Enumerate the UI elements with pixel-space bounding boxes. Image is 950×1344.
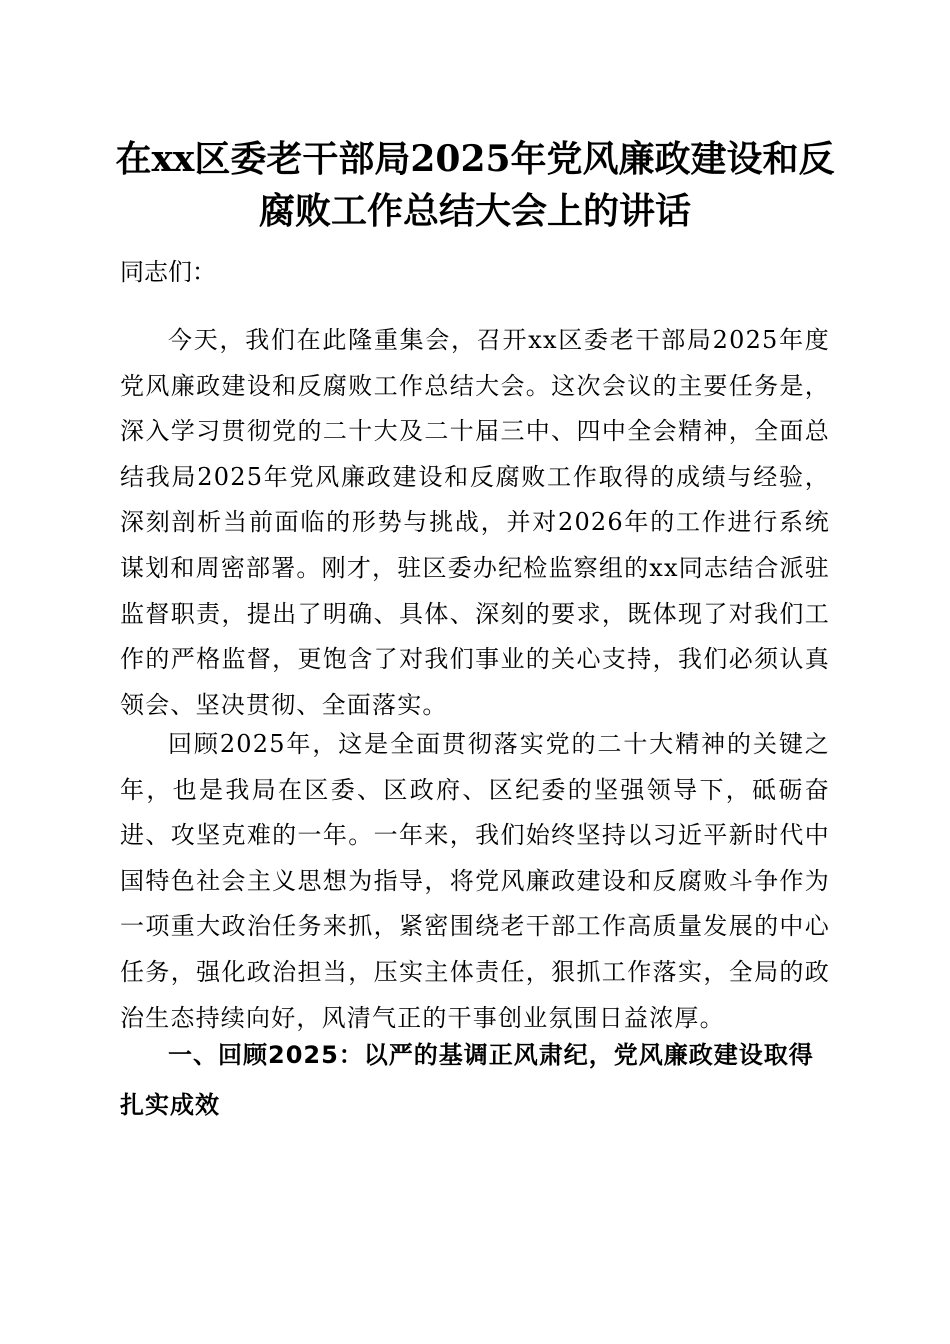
title-line-2: 腐败工作总结大会上的讲话 bbox=[258, 190, 691, 232]
paragraph: 今天，我们在此隆重集会，召开xx区委老干部局2025年度党风廉政建设和反腐败工作总结大会。这次会议的主要任务是，深入学习贯彻党的二十大及二十届三中、四中全会精神，全面总结我局2025年党风廉政建设和反腐败工作取得的成绩与经验，深刻剖析当前面临的形势与挑战，并对2026年的工作进行系统谋划和周密部署。刚才，驻区委办纪检监察组的xx同志结合派驻监督职责，提出了明确、具体、深刻的要求，既体现了对我们工作的严格监督，更饱含了对我们事业的关心支持，我们必须认真领会、坚决贯彻、全面落实。 bbox=[120, 326, 830, 719]
paragraph-block-2 bbox=[120, 722, 830, 1041]
document-title bbox=[100, 133, 850, 237]
section-heading-line-2: 扎实成效 bbox=[120, 1091, 220, 1119]
salutation: 同志们： bbox=[120, 258, 216, 286]
section-heading bbox=[120, 1030, 830, 1130]
title-line-1: 在xx区委老干部局2025年党风廉政建设和反 bbox=[115, 138, 835, 180]
paragraph: 回顾2025年，这是全面贯彻落实党的二十大精神的关键之年，也是我局在区委、区政府、区纪委的坚强领导下，砥砺奋进、攻坚克难的一年。一年来，我们始终坚持以习近平新时代中国特色社会主义思想为指导，将党风廉政建设和反腐败斗争作为一项重大政治任务来抓，紧密围绕老干部工作高质量发展的中心任务，强化政治担当，压实主体责任，狠抓工作落实，全局的政治生态持续向好，风清气正的干事创业氛围日益浓厚。 bbox=[120, 730, 830, 1032]
section-heading-line-1: 一、回顾2025：以严的基调正风肃纪，党风廉政建设取得 bbox=[168, 1041, 814, 1069]
paragraph-block-1 bbox=[120, 318, 830, 728]
